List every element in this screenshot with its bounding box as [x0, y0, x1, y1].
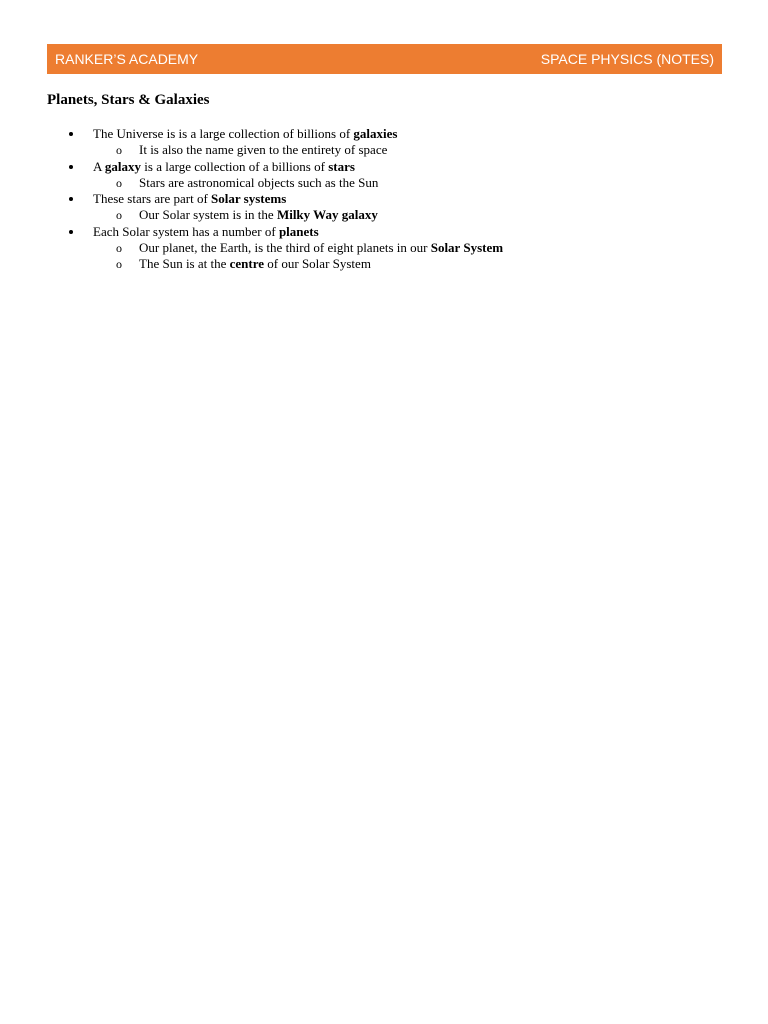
section-title: Planets, Stars & Galaxies — [47, 92, 210, 108]
bullet-item — [47, 126, 707, 142]
bullet-dot-icon — [69, 159, 73, 175]
sub-bullet-item — [47, 175, 707, 191]
sub-bullet-text: Our Solar system is in the Milky Way galaxy — [139, 207, 378, 223]
circle-bullet-icon: o — [116, 257, 122, 272]
sub-bullet-text: Our planet, the Earth, is the third of eight planets in our Solar System — [139, 240, 504, 256]
bullet-text: Each Solar system has a number of planets — [93, 223, 319, 239]
bullet-item — [47, 224, 707, 240]
sub-bullet-item — [47, 207, 707, 223]
bullet-text: A galaxy is a large collection of a billions of stars — [93, 158, 355, 174]
circle-bullet-icon: o — [116, 208, 122, 223]
sub-bullet-text: It is also the name given to the entirety of space — [139, 142, 388, 158]
sub-bullet-text: The Sun is at the centre of our Solar System — [139, 256, 371, 272]
notes-list — [47, 126, 707, 273]
bullet-dot-icon — [69, 191, 73, 207]
sub-bullet-item — [47, 256, 707, 272]
circle-bullet-icon: o — [116, 143, 122, 158]
circle-bullet-icon: o — [116, 241, 122, 256]
bullet-item — [47, 159, 707, 175]
circle-bullet-icon: o — [116, 175, 122, 190]
header-bar — [47, 44, 722, 74]
bullet-dot-icon — [69, 224, 73, 240]
bullet-text: The Universe is is a large collection of billions of galaxies — [93, 126, 398, 141]
sub-bullet-item — [47, 240, 707, 256]
sub-bullet-item — [47, 142, 707, 158]
bullet-dot-icon — [69, 126, 73, 142]
header-right-title: SPACE PHYSICS (NOTES) — [540, 51, 714, 67]
bullet-text: These stars are part of Solar systems — [93, 191, 287, 207]
bullet-item — [47, 191, 707, 207]
sub-bullet-text: Stars are astronomical objects such as the Sun — [139, 174, 379, 190]
header-left-title: RANKER’S ACADEMY — [55, 51, 199, 67]
